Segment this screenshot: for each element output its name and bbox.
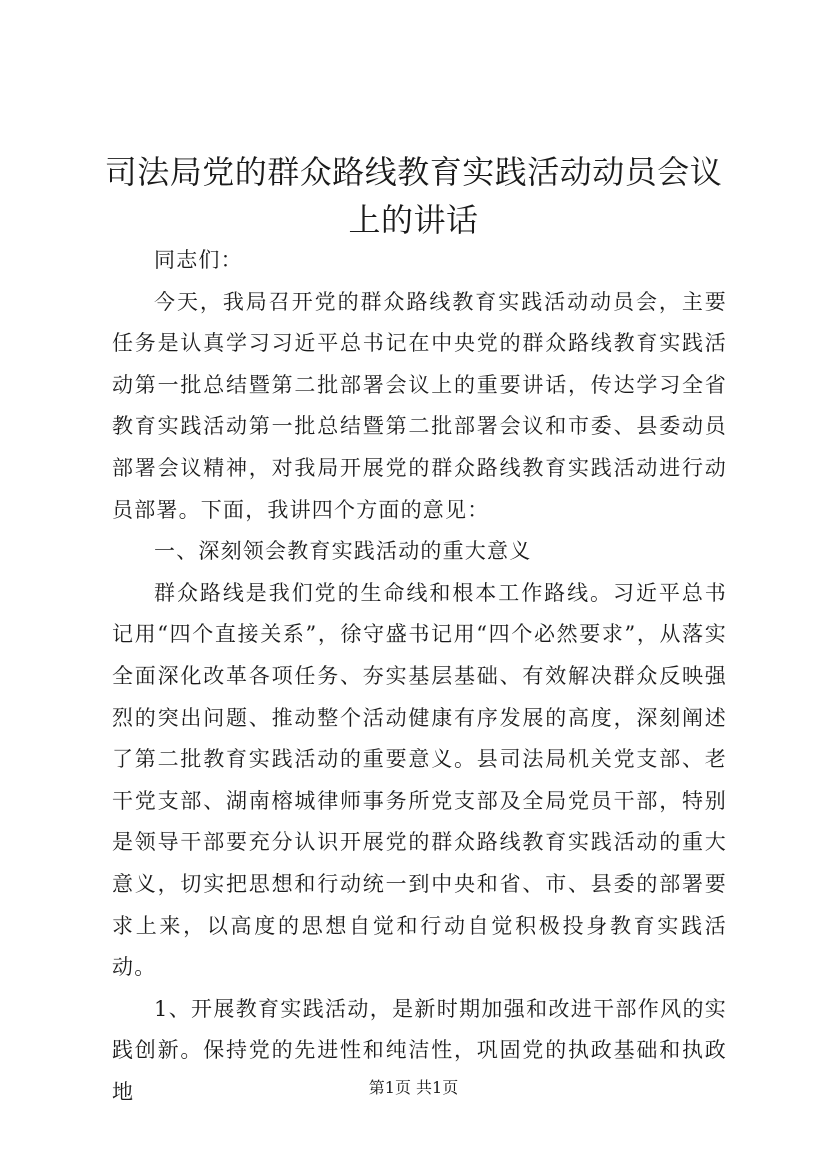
salutation: 同志们： bbox=[154, 248, 243, 272]
section-heading-1: 一、深刻领会教育实践活动的重大意义 bbox=[154, 539, 532, 564]
document-title: 司法局党的群众路线教育实践活动动员会议上的讲话 bbox=[104, 153, 723, 239]
page-footer: 第1页 共1页 bbox=[368, 1078, 459, 1097]
paragraph-intro: 今天，我局召开党的群众路线教育实践活动动员会，主要任务是认真学习习近平总书记在中央党的群众路线教育实践活动第一批总结暨第二批部署会议上的重要讲话，传达学习全省教育实践活动第一批总结暨第二批部署会议和市委、县委动员部署会议精神，对我局开展党的群众路线教育实践活动进行动员部署。下面，我讲四个方面的意见： bbox=[112, 289, 727, 522]
document-body bbox=[112, 240, 727, 1113]
paragraph-point-1: 1、开展教育实践活动，是新时期加强和改进干部作风的实践创新。保持党的先进性和纯洁性，巩固党的执政基础和执政地 bbox=[112, 996, 727, 1104]
paragraph-mass-line: 群众路线是我们党的生命线和根本工作路线。习近平总书记用“四个直接关系”，徐守盛书记用“四个必然要求”，从落实全面深化改革各项任务、夯实基层基础、有效解决群众反映强烈的突出问题、推动整个活动健康有序发展的高度，深刻阐述了第二批教育实践活动的重要意义。县司法局机关党支部、老干党支部、湖南榕城律师事务所党支部及全局党员干部，特别是领导干部要充分认识开展党的群众路线教育实践活动的重大意义，切实把思想和行动统一到中央和省、市、县委的部署要求上来，以高度的思想自觉和行动自觉积极投身教育实践活动。 bbox=[112, 580, 727, 980]
